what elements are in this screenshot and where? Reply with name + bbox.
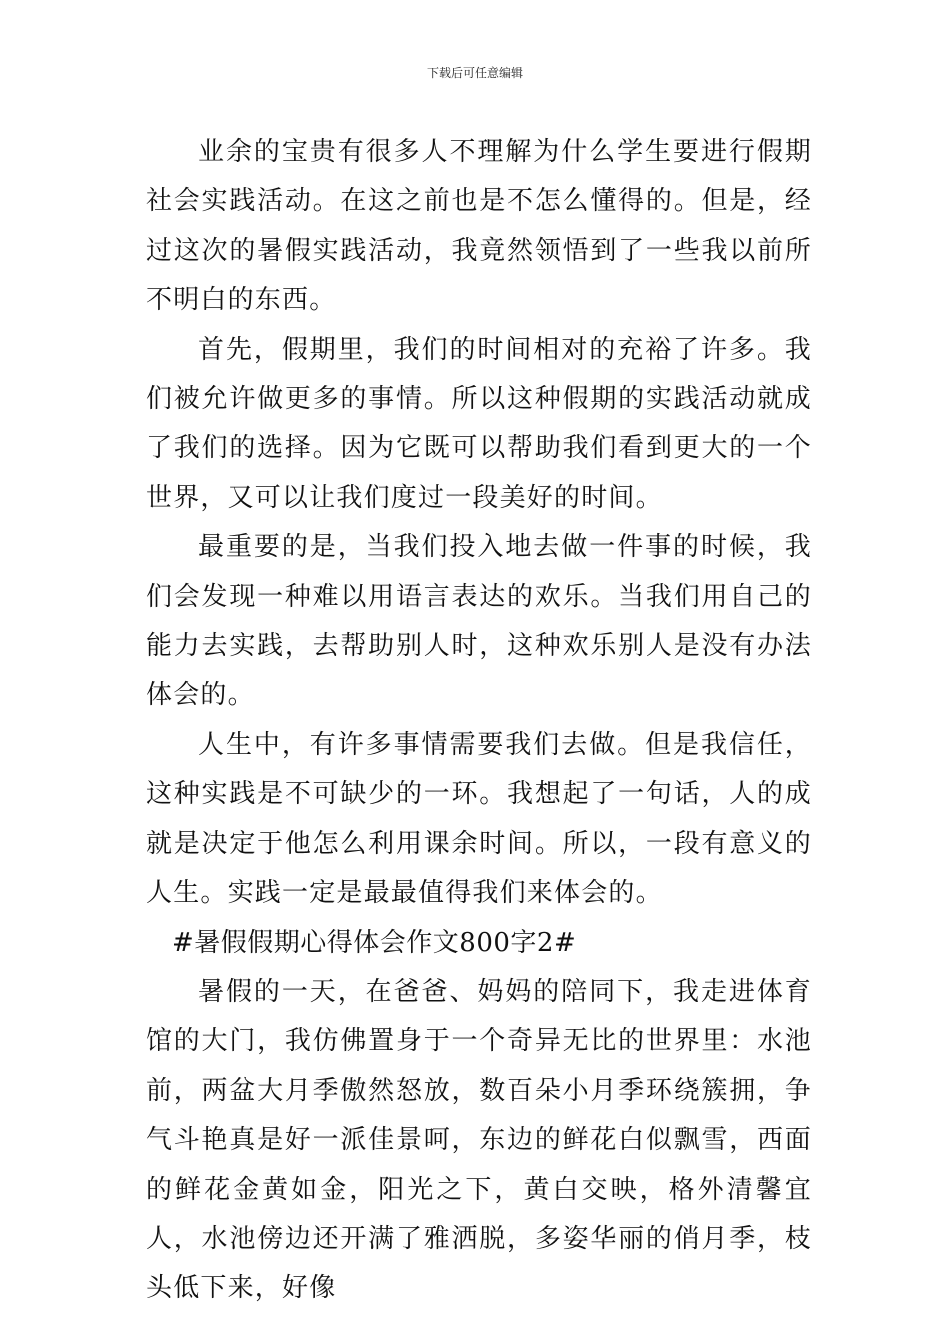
header-note: 下载后可任意编辑 (426, 66, 523, 80)
paragraph-1: 业余的宝贵有很多人不理解为什么学生要进行假期社会实践活动。在这之前也是不怎么懂得的。但是，经过这次的暑假实践活动，我竟然领悟到了一些我以前所不明白的东西。 (146, 137, 812, 316)
document-body (146, 128, 812, 1314)
paragraph-3: 最重要的是，当我们投入地去做一件事的时候，我们会发现一种难以用语言表达的欢乐。当我们用自己的能力去实践，去帮助别人时，这种欢乐别人是没有办法体会的。 (146, 532, 812, 711)
section-paragraph-1: 暑假的一天，在爸爸、妈妈的陪同下，我走进体育馆的大门，我仿佛置身于一个奇异无比的世界里：水池前，两盆大月季傲然怒放，数百朵小月季环绕簇拥，争气斗艳真是好一派佳景呵，东边的鲜花白似飘雪，西面的鲜花金黄如金，阳光之下，黄白交映，格外清馨宜人，水池傍边还开满了雅洒脱，多姿华丽的俏月季，枝头低下来，好像 (146, 976, 812, 1304)
section-heading: #暑假假期心得体会作文800字2# (172, 927, 577, 958)
paragraph-4: 人生中，有许多事情需要我们去做。但是我信任，这种实践是不可缺少的一环。我想起了一句话，人的成就是决定于他怎么利用课余时间。所以，一段有意义的人生。实践一定是最最值得我们来体会的。 (146, 729, 812, 909)
paragraph-2: 首先，假期里，我们的时间相对的充裕了许多。我们被允许做更多的事情。所以这种假期的实践活动就成了我们的选择。因为它既可以帮助我们看到更大的一个世界，又可以让我们度过一段美好的时间。 (146, 334, 812, 513)
